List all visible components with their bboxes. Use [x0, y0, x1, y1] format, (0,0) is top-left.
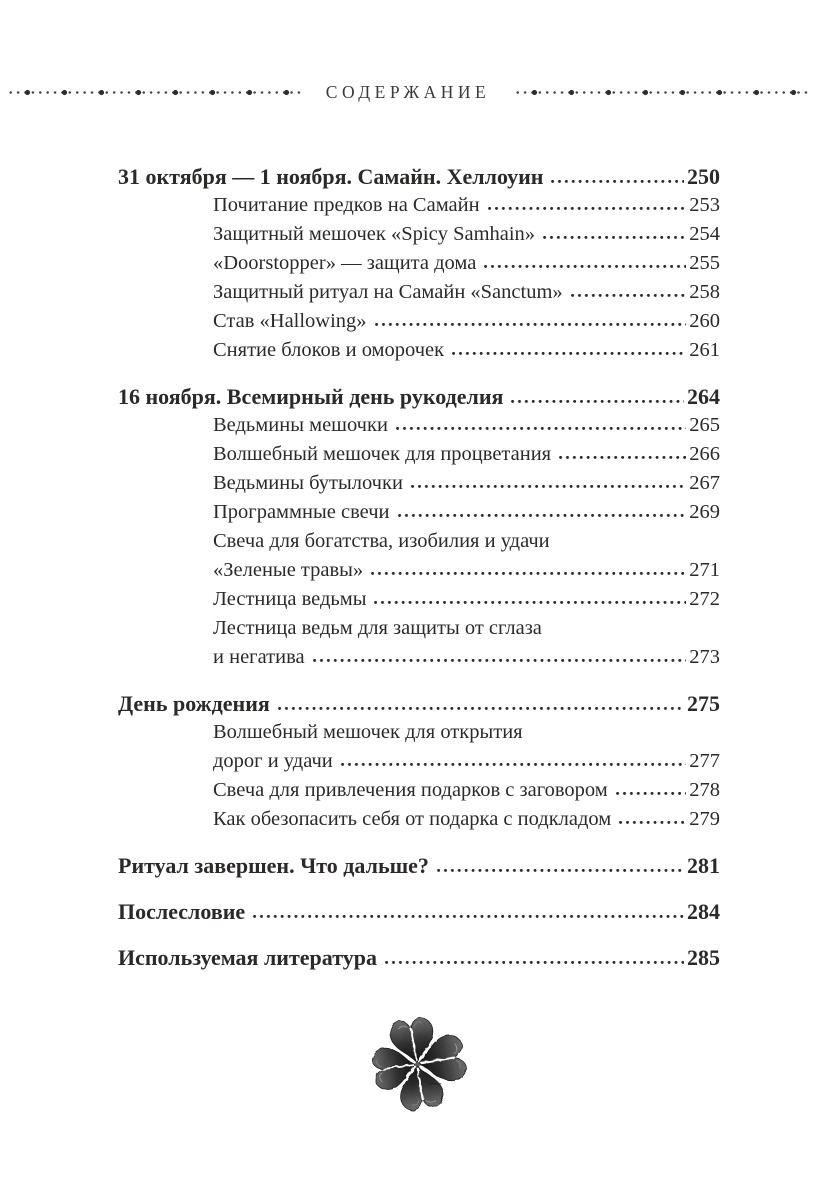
toc-entry-page: 275 [687, 691, 720, 716]
toc-entry [118, 162, 720, 191]
toc-entry-label: «Doorstopper» — защита дома [213, 252, 477, 274]
dot-leader [374, 322, 687, 327]
toc-entry-page: 258 [689, 281, 720, 303]
toc-entry-label: Лестница ведьм для защиты от сглаза [213, 617, 542, 639]
dot-leader [451, 351, 686, 356]
toc-entry-label: Снятие блоков и оморочек [213, 339, 445, 361]
toc-entry [118, 851, 720, 880]
dot-leader [550, 179, 684, 184]
toc-entry-label: Почитание предков на Самайн [213, 194, 480, 216]
toc-entry [118, 220, 720, 249]
dot-leader [558, 455, 686, 460]
toc-entry-page: 273 [689, 646, 720, 668]
toc-entry [118, 643, 720, 672]
toc-entry-label: дорог и удачи [213, 750, 333, 772]
dot-leader [410, 484, 686, 489]
toc-entry [118, 747, 720, 776]
dot-leader [570, 293, 687, 298]
toc-entry [118, 556, 720, 585]
toc-entry [118, 498, 720, 527]
toc-entry [118, 411, 720, 440]
dot-leader [615, 791, 687, 796]
dot-leader [436, 868, 684, 873]
toc-entry-page: 255 [689, 252, 720, 274]
toc-entry [118, 249, 720, 278]
toc-entry [118, 943, 720, 972]
dot-leader [483, 264, 686, 269]
toc-entry-label: День рождения [118, 691, 270, 716]
toc-entry-page: 261 [689, 339, 720, 361]
dot-leader [397, 513, 687, 518]
toc-entry [118, 440, 720, 469]
toc-entry [118, 776, 720, 805]
toc-entry [118, 897, 720, 926]
dot-leader [252, 914, 684, 919]
dot-leader [373, 600, 686, 605]
toc-entry-page: 284 [687, 899, 720, 924]
toc-entry-page: 253 [689, 194, 720, 216]
toc-entry [118, 689, 720, 718]
toc-entry-label: 31 октября — 1 ноября. Самайн. Хеллоуин [118, 164, 544, 189]
toc-entry-page: 271 [689, 559, 720, 581]
dot-leader [487, 206, 687, 211]
toc-entry-page: 254 [689, 223, 720, 245]
toc-list [118, 162, 720, 972]
toc-entry [118, 336, 720, 365]
toc-entry-page: 264 [687, 384, 720, 409]
toc-entry-page: 269 [689, 501, 720, 523]
dot-leader [395, 426, 686, 431]
toc-entry [118, 191, 720, 220]
dot-leader [277, 706, 684, 711]
toc-entry-label: Свеча для привлечения подарков с заговором [213, 779, 608, 801]
toc-entry [118, 307, 720, 336]
toc-entry-page: 278 [689, 779, 720, 801]
toc-entry-page: 265 [689, 414, 720, 436]
dot-leader [312, 658, 687, 663]
toc-entry-page: 281 [687, 853, 720, 878]
toc-entry [118, 805, 720, 834]
dot-leader [510, 399, 684, 404]
toc-entry-label: Защитный ритуал на Самайн «Sanctum» [213, 281, 563, 303]
toc-entry-label: Послесловие [118, 899, 246, 924]
toc-entry [118, 585, 720, 614]
toc-entry-label: «Зеленые травы» [213, 559, 364, 581]
dotted-rule-right [514, 88, 809, 97]
toc-entry-page: 285 [687, 945, 720, 970]
toc-entry-label: Лестница ведьмы [213, 588, 367, 610]
dot-leader [340, 762, 686, 767]
four-leaf-clover-icon [351, 998, 483, 1130]
toc-entry-page: 266 [689, 443, 720, 465]
toc-entry-label: Волшебный мешочек для открытия [213, 721, 523, 743]
toc-entry [118, 278, 720, 307]
dotted-rule-left [7, 88, 302, 97]
dot-leader [542, 235, 686, 240]
toc-entry-page: 260 [689, 310, 720, 332]
toc-entry-page: 250 [687, 164, 720, 189]
toc-entry-page: 267 [689, 472, 720, 494]
toc-entry-label: Как обезопасить себя от подарка с подкладом [213, 808, 612, 830]
toc-entry-page: 272 [689, 588, 720, 610]
dot-leader [370, 571, 686, 576]
toc-entry-label: Свеча для богатства, изобилия и удачи [213, 530, 550, 552]
page-header [0, 82, 816, 103]
page-title: СОДЕРЖАНИЕ [325, 82, 491, 102]
toc-entry-label: Программные свечи [213, 501, 390, 523]
dot-leader [618, 820, 686, 825]
toc-entry-label: Защитный мешочек «Spicy Samhain» [213, 223, 536, 245]
toc-entry-page: 277 [689, 750, 720, 772]
toc-entry-label: Волшебный мешочек для процветания [213, 443, 552, 465]
toc-entry-page: 279 [689, 808, 720, 830]
toc-entry [118, 382, 720, 411]
toc-entry-label: Используемая литература [118, 945, 377, 970]
toc-entry-label: Ведьмины бутылочки [213, 472, 403, 494]
dot-leader [384, 960, 684, 965]
toc-entry-label: Ведьмины мешочки [213, 414, 388, 436]
toc-entry-label: Ритуал завершен. Что дальше? [118, 853, 429, 878]
toc-entry-label: Став «Hallowing» [213, 310, 367, 332]
toc-entry-label: и негатива [213, 646, 305, 668]
toc-entry [118, 469, 720, 498]
toc-entry-label: 16 ноября. Всемирный день рукоделия [118, 384, 504, 409]
